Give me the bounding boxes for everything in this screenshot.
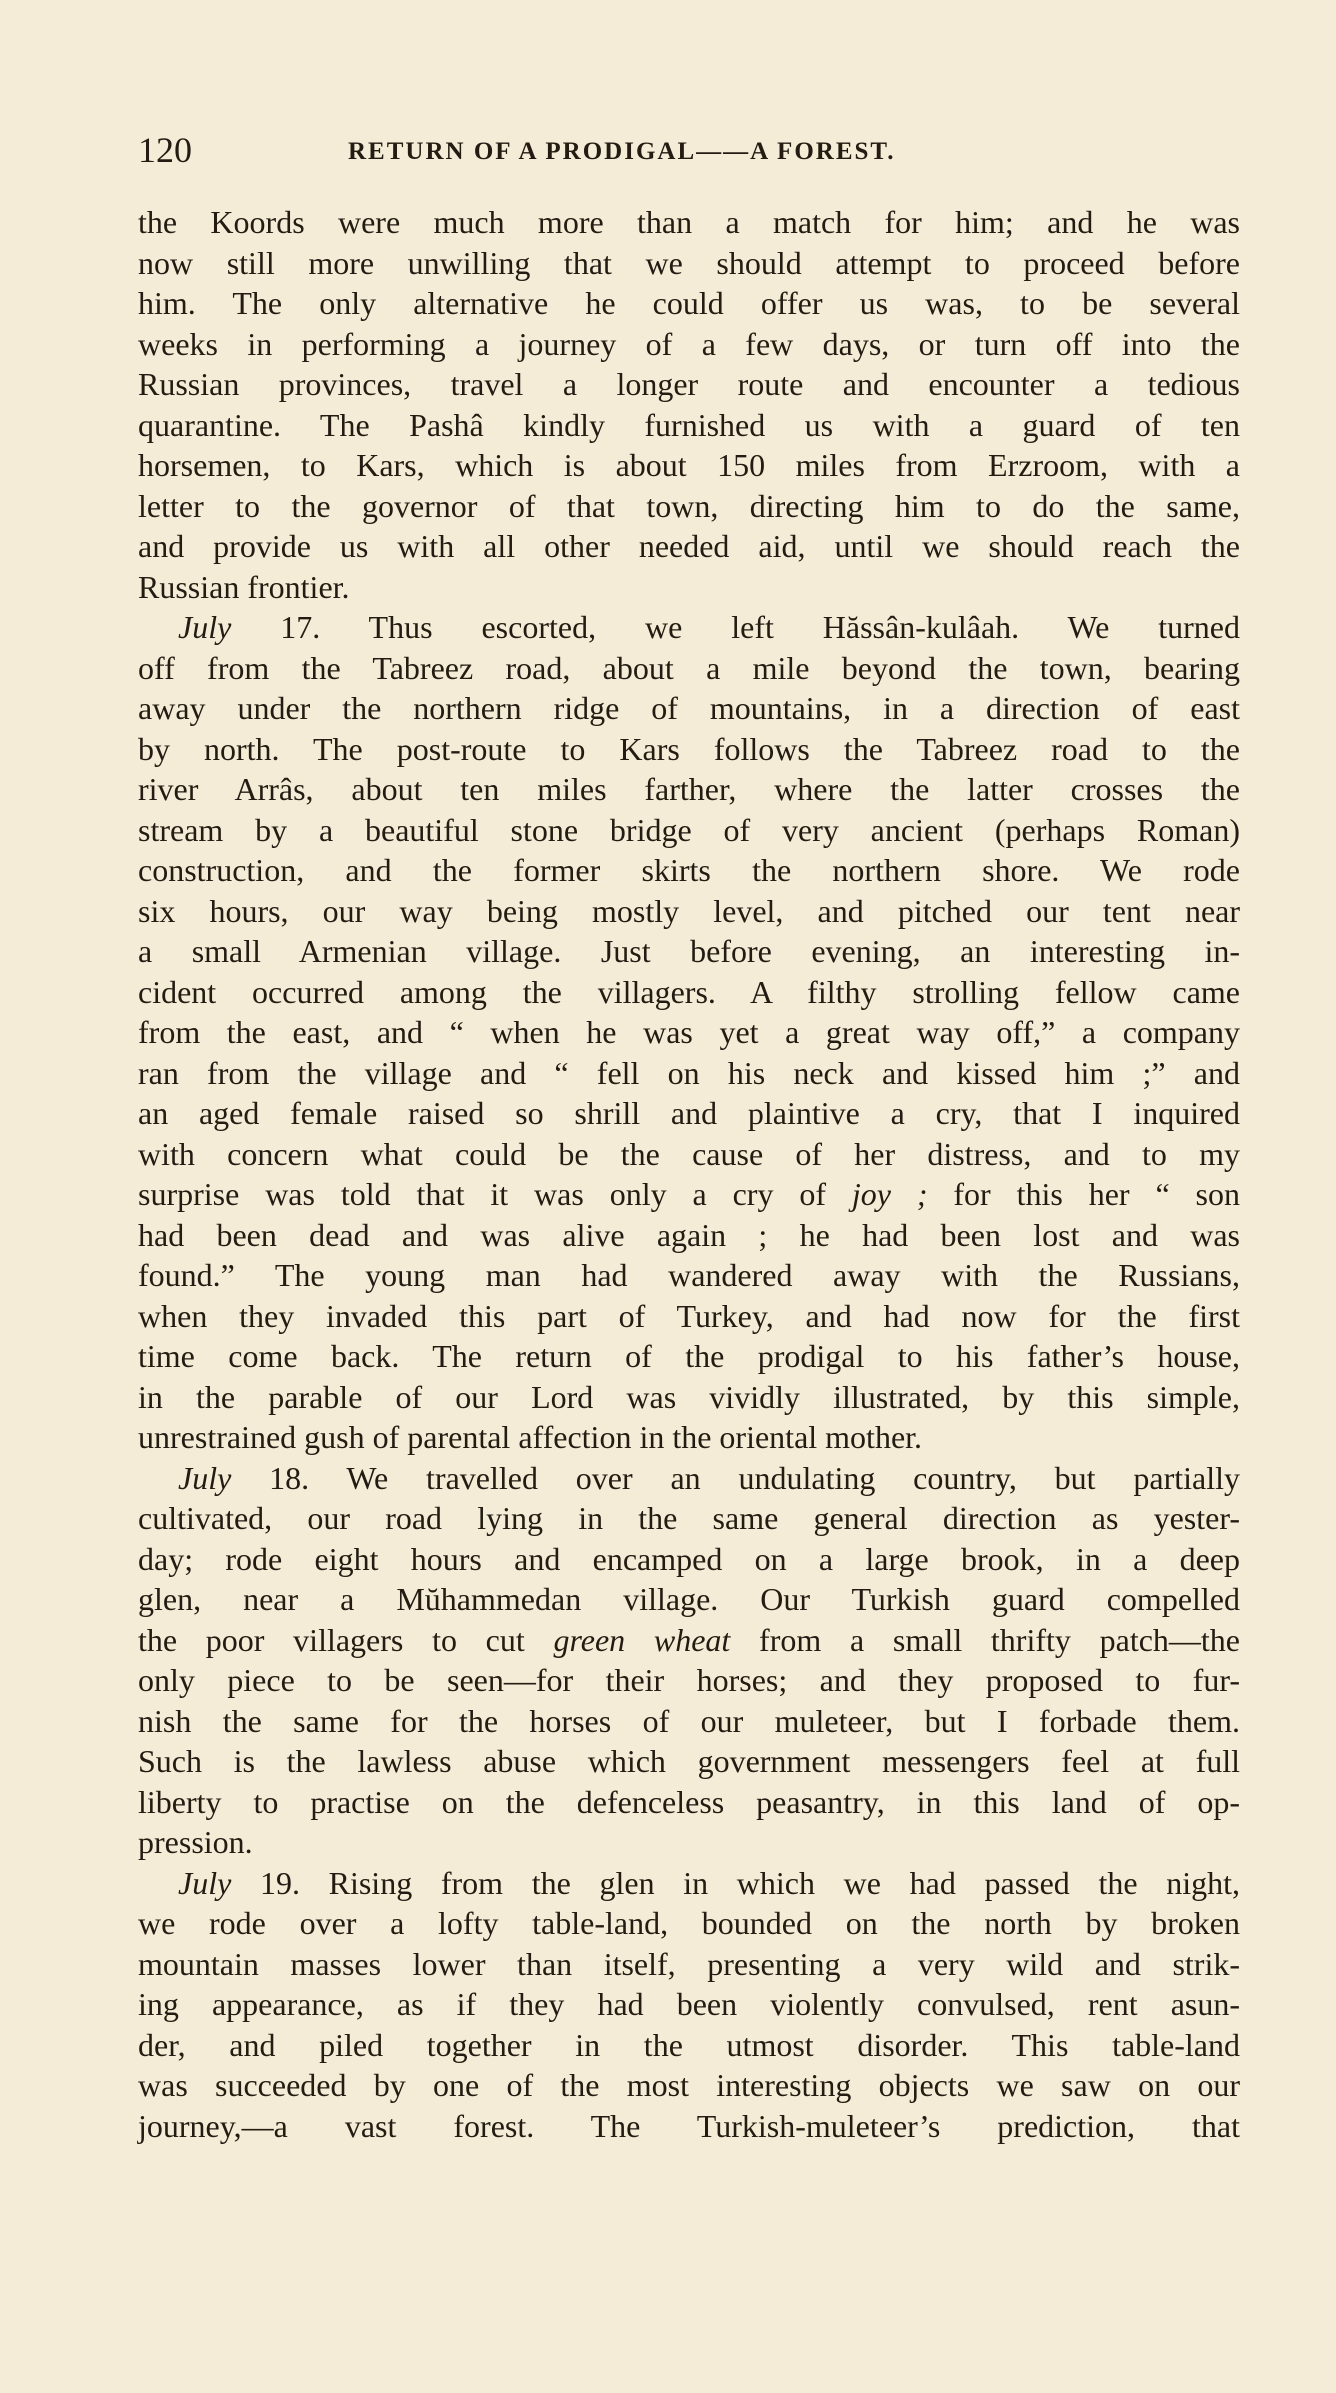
text-segment: time come back. The return of the prodigal to his father’s house, (138, 1338, 1240, 1374)
text-segment: ran from the village and “ fell on his neck and kissed him ;” and (138, 1054, 1240, 1091)
text-segment: now still more unwilling that we should attempt to proceed before (138, 244, 1240, 281)
text-segment: for this her “ son (927, 1176, 1241, 1212)
text-segment: der, and piled together in the utmost disorder. This table-land (138, 2026, 1240, 2063)
text-line (138, 769, 1240, 810)
text-line (138, 1620, 1240, 1661)
text-line (138, 648, 1240, 689)
text-line (138, 972, 1240, 1013)
text-segment: only piece to be seen—for their horses; and they proposed to fur- (138, 1662, 1240, 1698)
text-segment: 17. Thus escorted, we left Hăssân-kulâah. We turned (231, 609, 1240, 645)
text-line (138, 243, 1240, 284)
text-segment: and provide us with all other needed aid, until we should reach the (138, 528, 1240, 564)
text-segment: ing appearance, as if they had been violently convulsed, rent asun- (138, 1986, 1240, 2022)
text-segment: found.” The young man had wandered away with the Russians, (138, 1257, 1240, 1293)
text-line (138, 1377, 1240, 1418)
text-line (138, 1336, 1240, 1377)
text-segment: construction, and the former skirts the northern shore. We rode (138, 852, 1240, 888)
text-segment: off from the Tabreez road, about a mile beyond the town, bearing (138, 649, 1240, 686)
text-segment: 19. Rising from the glen in which we had passed the night, (231, 1864, 1240, 1901)
text-segment: surprise was told that it was only a cry of (138, 1176, 852, 1212)
italic-text: joy ; (851, 1176, 928, 1212)
running-title: RETURN OF A PRODIGAL——A FOREST. (348, 138, 896, 165)
text-segment: liberty to practise on the defenceless peasantry, in this land of op- (138, 1783, 1240, 1820)
text-line (138, 1498, 1240, 1539)
text-segment: a small Armenian village. Just before evening, an interesting in- (138, 933, 1240, 969)
text-line (138, 1174, 1240, 1215)
text-segment: stream by a beautiful stone bridge of very ancient (perhaps Roman) (138, 811, 1240, 848)
text-line (138, 1255, 1240, 1296)
text-segment: weeks in performing a journey of a few days, or turn off into the (138, 325, 1240, 362)
text-segment: cident occurred among the villagers. A filthy strolling fellow came (138, 973, 1240, 1010)
text-segment: we rode over a lofty table-land, bounded on the north by broken (138, 1905, 1240, 1941)
text-line (138, 2025, 1240, 2066)
text-line (138, 607, 1240, 648)
text-line (138, 1701, 1240, 1742)
text-line (138, 688, 1240, 729)
text-line (138, 1215, 1240, 1256)
text-segment: glen, near a Mŭhammedan village. Our Turkish guard compelled (138, 1581, 1240, 1617)
text-line (138, 445, 1240, 486)
text-segment: letter to the governor of that town, directing him to do the same, (138, 487, 1240, 524)
text-segment: in the parable of our Lord was vividly illustrated, by this simple, (138, 1378, 1240, 1415)
text-line (138, 1134, 1240, 1175)
text-segment: an aged female raised so shrill and plaintive a cry, that I inquired (138, 1095, 1240, 1131)
text-segment: the Koords were much more than a match for him; and he was (138, 204, 1240, 240)
text-line (138, 1053, 1240, 1094)
running-head (138, 128, 1238, 172)
text-line (138, 1903, 1240, 1944)
text-segment: mountain masses lower than itself, presenting a very wild and strik- (138, 1945, 1240, 1982)
text-line (138, 1822, 1240, 1863)
text-segment: was succeeded by one of the most interesting objects we saw on our (138, 2067, 1240, 2103)
text-line (138, 567, 1240, 608)
text-segment: Such is the lawless abuse which government messengers feel at full (138, 1743, 1240, 1779)
text-segment: river Arrâs, about ten miles farther, where the latter crosses the (138, 771, 1240, 807)
text-segment: Russian provinces, travel a longer route and encounter a tedious (138, 366, 1240, 402)
text-line (138, 2065, 1240, 2106)
text-line (138, 1012, 1240, 1053)
text-line (138, 1579, 1240, 1620)
text-segment: unrestrained gush of parental affection in the oriental mother. (138, 1419, 923, 1455)
text-line (138, 1417, 1240, 1458)
body-text (138, 202, 1240, 2146)
text-line (138, 2106, 1240, 2147)
text-segment: six hours, our way being mostly level, and pitched our tent near (138, 892, 1240, 929)
text-segment: quarantine. The Pashâ kindly furnished us with a guard of ten (138, 406, 1240, 443)
text-line (138, 729, 1240, 770)
text-line (138, 1458, 1240, 1499)
text-segment: journey,—a vast forest. The Turkish-muleteer’s prediction, that (138, 2107, 1240, 2144)
text-segment: by north. The post-route to Kars follows the Tabreez road to the (138, 730, 1240, 767)
text-line (138, 1984, 1240, 2025)
text-line (138, 324, 1240, 365)
text-line (138, 283, 1240, 324)
italic-text: July (178, 1459, 232, 1496)
text-line (138, 202, 1240, 243)
text-segment: 18. We travelled over an undulating country, but partially (231, 1459, 1240, 1496)
text-segment: Russian frontier. (138, 568, 350, 605)
text-segment: when they invaded this part of Turkey, and had now for the first (138, 1297, 1240, 1334)
text-line (138, 1539, 1240, 1580)
text-segment: from the east, and “ when he was yet a great way off,” a company (138, 1014, 1240, 1050)
text-line (138, 1093, 1240, 1134)
italic-text: July (178, 609, 232, 645)
text-line (138, 1782, 1240, 1823)
page-number: 120 (138, 130, 192, 170)
text-segment: from a small thrifty patch—the (730, 1621, 1241, 1658)
text-line (138, 364, 1240, 405)
italic-text: July (178, 1864, 232, 1901)
text-line (138, 1660, 1240, 1701)
italic-text: green wheat (553, 1621, 731, 1658)
text-line (138, 891, 1240, 932)
text-line (138, 405, 1240, 446)
text-segment: with concern what could be the cause of her distress, and to my (138, 1135, 1240, 1172)
text-segment: away under the northern ridge of mountains, in a direction of east (138, 690, 1240, 726)
text-segment: the poor villagers to cut (138, 1621, 554, 1658)
text-line (138, 931, 1240, 972)
text-segment: nish the same for the horses of our muleteer, but I forbade them. (138, 1702, 1240, 1739)
text-line (138, 1863, 1240, 1904)
text-segment: cultivated, our road lying in the same general direction as yester- (138, 1500, 1240, 1536)
text-line (138, 850, 1240, 891)
text-line (138, 810, 1240, 851)
text-line (138, 1741, 1240, 1782)
text-line (138, 1296, 1240, 1337)
text-segment: day; rode eight hours and encamped on a large brook, in a deep (138, 1540, 1240, 1577)
text-line (138, 486, 1240, 527)
text-segment: horsemen, to Kars, which is about 150 miles from Erzroom, with a (138, 447, 1240, 483)
text-segment: pression. (138, 1824, 253, 1860)
text-segment: had been dead and was alive again ; he had been lost and was (138, 1216, 1240, 1253)
text-segment: him. The only alternative he could offer us was, to be several (138, 285, 1240, 321)
text-line (138, 526, 1240, 567)
text-line (138, 1944, 1240, 1985)
